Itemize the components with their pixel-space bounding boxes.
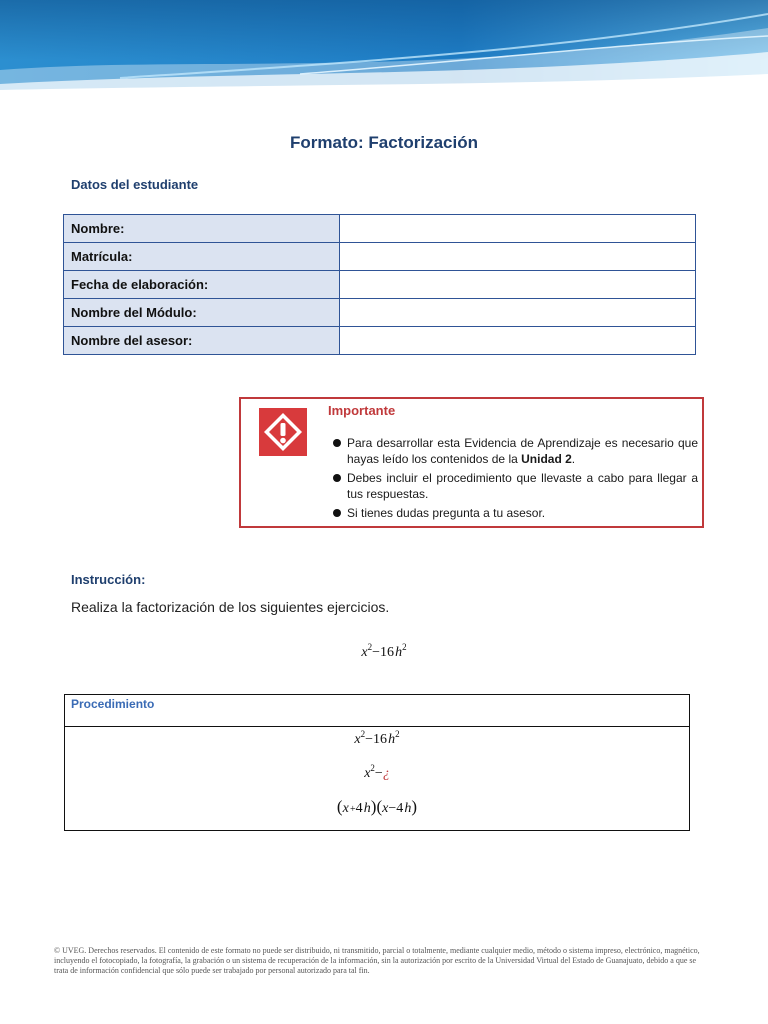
- step1-h: h: [388, 732, 396, 747]
- step3-paren: ): [411, 797, 418, 816]
- important-item-1-bold: Unidad 2: [521, 452, 572, 466]
- header-banner: [0, 0, 768, 92]
- step2-x: x: [364, 766, 371, 781]
- important-item-1-text: Para desarrollar esta Evidencia de Aprendizaje es necesario que hayas leído los contenidos de la: [347, 436, 698, 466]
- row-label-matricula: Matrícula:: [64, 243, 340, 271]
- step3-num: 4: [355, 801, 363, 816]
- matricula-field[interactable]: [340, 243, 696, 271]
- step3-h: h: [363, 801, 371, 816]
- bullet-icon: [333, 509, 341, 517]
- row-label-modulo: Nombre del Módulo:: [64, 299, 340, 327]
- eq-var-h: h: [395, 645, 403, 660]
- modulo-field[interactable]: [340, 299, 696, 327]
- asesor-field[interactable]: [340, 327, 696, 355]
- table-row: [64, 327, 696, 355]
- step1-exp: 2: [360, 729, 366, 739]
- step1-x: x: [354, 732, 361, 747]
- procedure-title: Procedimiento: [71, 697, 155, 711]
- step1-exp-h: 2: [395, 729, 400, 739]
- table-row: [64, 215, 696, 243]
- bullet-icon: [333, 439, 341, 447]
- page-title: Formato: Factorización: [290, 133, 478, 152]
- list-item: [333, 505, 698, 521]
- eq-coef: 16: [379, 645, 394, 660]
- important-notice-box: [239, 397, 704, 528]
- step3-x: x: [342, 801, 349, 816]
- important-item-2-text: Debes incluir el procedimiento que llevaste a cabo para llegar a tus respuestas.: [347, 471, 698, 501]
- student-section-heading: Datos del estudiante: [71, 177, 199, 192]
- table-row: [64, 243, 696, 271]
- important-item-1-end: .: [571, 452, 576, 466]
- row-label-fecha: Fecha de elaboración:: [64, 271, 340, 299]
- step3-paren: ): [370, 797, 377, 816]
- copyright-footer: © UVEG. Derechos reservados. El contenido de este formato no puede ser distribuido, ni transmitido, parcial o totalmente, mediante cualquier medio, método o sistema impreso, electrónico, magnético, incluyendo el fotocopiado, la fotografía, la grabación o un sistema de recuperación de la información, sin la autorización por escrito de la Universidad Virtual del Estado de Guanajuato, debido a que se trata de información confidencial que sólo puede ser trabajado por personal autorizado para tal fin.: [54, 946, 700, 975]
- table-row: [64, 299, 696, 327]
- step3-paren: (: [376, 797, 383, 816]
- procedure-step-1: [65, 729, 689, 748]
- row-label-asesor: Nombre del asesor:: [64, 327, 340, 355]
- procedure-box: [64, 694, 690, 831]
- bullet-icon: [333, 474, 341, 482]
- step2-exp: 2: [370, 763, 375, 773]
- important-list: [333, 435, 698, 524]
- important-title: Importante: [328, 403, 396, 418]
- warning-exclamation-icon: [259, 408, 307, 456]
- procedure-header: [65, 695, 689, 727]
- instruction-heading: Instrucción:: [71, 572, 146, 587]
- fecha-field[interactable]: [340, 271, 696, 299]
- step3-x: x: [382, 801, 389, 816]
- step3-op: +: [349, 804, 356, 815]
- list-item: [333, 470, 698, 502]
- step2-op: −: [374, 766, 383, 781]
- step3-op: −: [388, 801, 397, 816]
- procedure-step-3: [65, 797, 689, 817]
- instruction-text: Realiza la factorización de los siguientes ejercicios.: [71, 599, 390, 615]
- procedure-step-2: [65, 763, 689, 782]
- table-row: [64, 271, 696, 299]
- list-item: [333, 435, 698, 467]
- step3-paren: (: [336, 797, 343, 816]
- eq-exp: 2: [367, 642, 373, 652]
- step1-op: −: [365, 732, 373, 747]
- eq-var-x: x: [361, 645, 368, 660]
- row-label-nombre: Nombre:: [64, 215, 340, 243]
- student-data-table: [63, 214, 696, 355]
- eq-exp-h: 2: [402, 642, 407, 652]
- step3-h: h: [404, 801, 412, 816]
- important-item-3-text: Si tienes dudas pregunta a tu asesor.: [347, 506, 546, 520]
- nombre-field[interactable]: [340, 215, 696, 243]
- step1-coef: 16: [372, 732, 387, 747]
- step3-num: 4: [396, 801, 404, 816]
- exercise-equation: [0, 642, 768, 661]
- step2-placeholder-mark: ¿: [382, 766, 390, 781]
- eq-op: −: [372, 645, 380, 660]
